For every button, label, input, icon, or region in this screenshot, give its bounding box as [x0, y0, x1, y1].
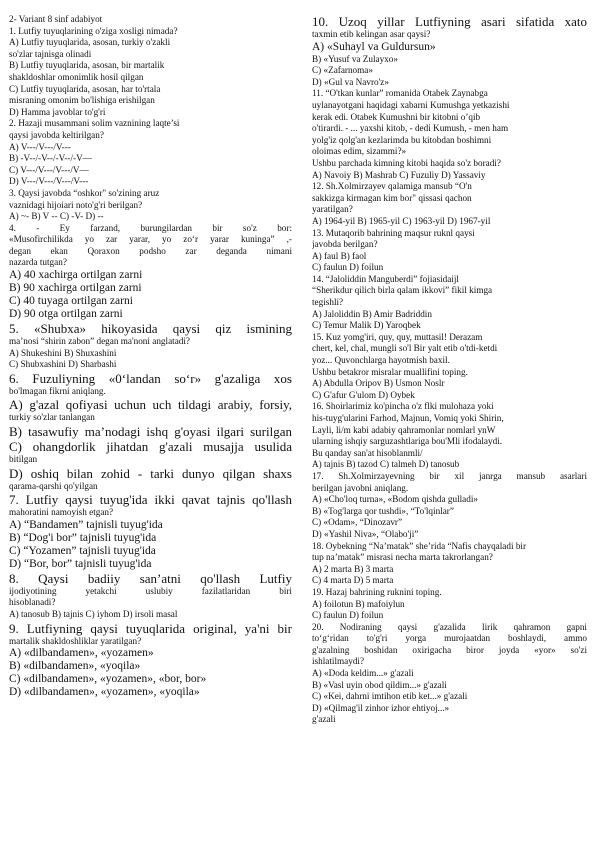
- text-line: B) -V--/-V--/-V--/-V—: [9, 153, 92, 164]
- text-line: A) «Doda keldim...» g'azali: [312, 668, 414, 679]
- text-line: Bu qanday san'at hisoblanmli/: [312, 447, 423, 458]
- text-line: C) 4 marta D) 5 marta: [312, 575, 394, 586]
- text-line: “Sherikdur qilich birla qalam ikkovi” fikil kimga: [312, 285, 493, 296]
- text-line: 10. Uzoq yillar Lutfiyning asari sifatida xato: [312, 14, 587, 29]
- text-line: D) «Gul va Navro'z»: [312, 76, 389, 87]
- text-line: qarama-qarshi qo'yilgan: [9, 480, 98, 491]
- text-line: 14. “Jaloliddin Manguberdi” fojiasidaijl: [312, 273, 459, 284]
- text-line: 8. Qaysi badiiy san’atni qo'llash Lutfiy: [9, 570, 292, 586]
- text-line: D) «dilbandamen», «yozamen», «yoqila»: [9, 686, 200, 699]
- text-line: mahoratini namoyish etgan?: [9, 507, 114, 518]
- text-line: A) 1964-yil B) 1965-yil C) 1963-yil D) 1967-yil: [312, 215, 491, 226]
- text-line: A) tanosub B) tajnis C) iyhom D) irsoli masal: [9, 609, 178, 619]
- text-line: D) “Bor, bor” tajnisli tuyug'ida: [9, 557, 152, 570]
- text-line: o'tirardi. - ... yaxshi kitob, - dedi Kumush, - men ham: [312, 123, 509, 134]
- text-line: ishlatilmaydi?: [312, 656, 365, 667]
- text-line: D) «Yashil Niva», “Olabo'ji”: [312, 528, 419, 539]
- text-line: shakldoshlar omonimlik hosil qilgan: [9, 71, 144, 82]
- text-line: D) 90 otga ortilgan zarni: [9, 308, 123, 321]
- text-line: A) ~- B) V -- C) -V- D) --: [9, 211, 104, 222]
- text-line: B) «Tog'larga qor tushdi», “To'lqinlar”: [312, 505, 454, 516]
- text-line: 18. Oybekning “Na’matak” she’rida “Nafis chayqaladi bir: [312, 540, 527, 551]
- text-line: C) «Odam», “Dinozavr”: [312, 517, 403, 528]
- text-line: javobda berilgan?: [312, 239, 378, 250]
- text-line: yaratilgan?: [312, 204, 353, 215]
- text-line: B) «dilbandamen», «yoqila»: [9, 660, 141, 673]
- text-line: berilgan javobni aniqlang.: [312, 482, 409, 493]
- text-line: D) «Qilmag'il zinhor izhor ehtiyoj...»: [312, 702, 450, 713]
- text-line: C) «dilbandamen», «yozamen», «bor, bor»: [9, 673, 207, 686]
- text-line: C) 40 tuyaga ortilgan zarni: [9, 295, 133, 308]
- text-line: 13. Mutaqorib bahrining maqsur ruknl qaysi: [312, 227, 475, 238]
- text-line: 1. Lutfiy tuyuqlarining o'ziga xosligi nimada?: [9, 25, 178, 36]
- text-line: B) tasawufiy ma’nodagi ishq g'oyasi ilgari surilgan: [9, 424, 292, 440]
- text-line: turkiy so'zlar tanlangan: [9, 412, 95, 423]
- text-line: D) Hamma javoblar to'g'ri: [9, 106, 106, 117]
- text-line: uylanayotgani haqidagi xabarni Kumushga yetkazishi: [312, 99, 510, 110]
- text-line: to‘g‘ridan to'g'ri yorga murojaatdan boshlaydi, ammo: [312, 633, 587, 644]
- right-column: [312, 14, 587, 726]
- text-line: 11. “O'tkan kunlar” romanida Otabek Zaynabga: [312, 88, 488, 99]
- text-line: A) faul B) faol: [312, 250, 367, 261]
- text-line: 5. «Shubxa» hikoyasida qaysi qiz ismining: [9, 321, 292, 337]
- text-line: 2. Hazaji musammani solim vaznining laqte’si: [9, 118, 180, 129]
- text-line: A) V---/V---/V---: [9, 141, 71, 152]
- text-line: B) Lutfiy tuyuqlarida, asosan, bir martalik: [9, 60, 165, 71]
- text-line: C) Shubxashini D) Sharbashi: [9, 359, 117, 370]
- text-line: qaysi javobda keltirilgan?: [9, 129, 104, 140]
- text-line: A) Shukeshini B) Shuxashini: [9, 347, 117, 358]
- text-line: A) 40 xachirga ortilgan zarni: [9, 269, 143, 282]
- text-line: ularning ishqiy sarguzashtlariga bou'Mli ifodalaydi.: [312, 436, 503, 447]
- text-line: A) Navoiy B) Mashrab C) Fuzuliy D) Yassaviy: [312, 169, 486, 180]
- text-line: C) Lutfiy tuyuqlarida, asosan, har to'rtala: [9, 83, 161, 94]
- text-line: A) «dilbandamen», «yozamen»: [9, 647, 154, 660]
- text-line: 3. Qaysi javobda “oshkor" so'zining aruz: [9, 187, 160, 198]
- text-line: C) “Yozamen” tajnisli tuyug'ida: [9, 544, 156, 557]
- text-line: C) faulun D) foilun: [312, 262, 384, 273]
- text-line: nazarda tutgan?: [9, 257, 67, 268]
- text-line: 9. Lutfiyning qaysi tuyuqlarida original, ya'ni bir: [9, 620, 292, 636]
- text-line: g'azalning boshidan oxirigacha biror joyda «yor» so'zi: [312, 644, 587, 655]
- text-line: C) G'afur G'ulom D) Oybek: [312, 389, 415, 400]
- text-line: 6. Fuzuliyning «0‘landan so‘r» g'azaliga xos: [9, 370, 292, 386]
- text-line: vaznidagi hijoiari noto'g'ri berilgan?: [9, 199, 143, 210]
- text-line: his-tuyg'ularini Farhod, Majnun, Vomiq yoki Shirin,: [312, 413, 504, 423]
- text-line: degan ekan Qoraxon podsho zar deganda nimani: [9, 245, 292, 256]
- text-line: A) “Bandamen” tajnisli tuyug'ida: [9, 518, 163, 531]
- text-line: A) Jaloliddin B) Amir Badriddin: [312, 308, 432, 319]
- text-line: tegishli?: [312, 297, 344, 308]
- text-line: tup na’matak” misrasi necha marta takrorlangan?: [312, 552, 493, 563]
- text-line: B) “Dog'i bor” tajnisli tuyug'ida: [9, 531, 157, 544]
- text-line: A) foilotun B) mafoiylun: [312, 598, 405, 609]
- text-line: 20. Nodiraning qaysi g'azalida lirik qahramon gapni: [312, 621, 587, 632]
- text-line: C) Temur Malik D) Yaroqbek: [312, 320, 421, 331]
- text-line: sakkizga kirmagan kim bor" qissasi qachon: [312, 192, 472, 203]
- text-line: «Musofirchilikda yo zar yarar, yo zo‘r yarar kuninga” ,-: [9, 234, 292, 245]
- text-line: 19. Hazaj bahrining ruknini toping.: [312, 586, 442, 597]
- text-line: B) «Yusuf va Zulayxo»: [312, 53, 398, 64]
- text-line: A) tajnis B) tazod C) talmeh D) tanosub: [312, 459, 460, 470]
- text-line: 17. Sh.Xolmirzayevning bir xil janrga mansub asarlari: [312, 470, 587, 481]
- text-line: C) V---/V---/V---/V—: [9, 164, 89, 175]
- text-line: B) «Vasl uyin obod qildim...» g'azali: [312, 679, 447, 690]
- text-line: bitilgan: [9, 454, 38, 465]
- text-line: 15. Kuz yomg'iri, quy, quy, muttasil! Derazam: [312, 331, 483, 342]
- text-line: A) Lutfiy tuyuqlarida, asosan, turkiy o'zakli: [9, 37, 171, 48]
- text-line: 2- Variant 8 sinf adabiyot: [9, 14, 103, 24]
- text-line: Layli, li/m kabi adabiy qahramonlar nomlarl ynW: [312, 424, 496, 435]
- text-line: yoz... Quvonchlarga hayotmish baxil.: [312, 355, 450, 366]
- text-line: A) 2 marta B) 3 marta: [312, 563, 394, 574]
- text-line: Ushbu betakror misralar muallifini toping.: [312, 366, 468, 377]
- text-line: chert, kel, chal, mungli so'l Bir yalt etib o'tdi-ketdi: [312, 343, 498, 354]
- left-column: [9, 14, 292, 699]
- text-line: oloimas edim, sizammi?»: [312, 146, 407, 157]
- text-line: B) 90 xachirga ortilgan zarni: [9, 282, 142, 295]
- text-line: A) «Cho'loq turna», «Bodom qishda gulladi»: [312, 494, 478, 505]
- text-line: 12. Sh.Xolmirzayev qalamiga mansub “O'n: [312, 181, 472, 192]
- text-line: 16. Shoirlarimiz ko'pincha o'z flki mulohaza yoki: [312, 401, 494, 412]
- text-line: 7. Lutfiy qaysi tuyug'ida ikki qavat tajnis qo'llash: [9, 492, 292, 508]
- text-line: 4. - Ey farzand, burungilardan bir so'z bor:: [9, 222, 292, 233]
- text-line: C) «Kei, dahrni imtihon etib ket...» g'azali: [312, 691, 468, 702]
- text-line: kerak edi. Otabek Kumushni bir kitobni o’qib: [312, 111, 481, 122]
- text-line: A) «Suhayl va Guldursun»: [312, 40, 436, 53]
- text-line: g'azali: [312, 714, 336, 725]
- text-line: C) «Zafarnoma»: [312, 65, 373, 76]
- text-line: so'zlar tajnisga olinadi: [9, 48, 92, 59]
- text-line: Ushbu parchada kimning kitobi haqida so'z boradi?: [312, 157, 501, 168]
- text-line: yolg'iz qolg'an kezlarimda bu kitobdan boshimni: [312, 134, 492, 145]
- text-line: A) Abdulla Oripov B) Usmon Noslr: [312, 378, 445, 389]
- text-line: bo'lmagan fikrni aniqlang.: [9, 385, 106, 396]
- text-line: C) faulun D) foilun: [312, 610, 384, 621]
- text-line: D) oshiq bilan zohid - tarki dunyo qilgan shaxs: [9, 465, 292, 481]
- text-line: martalik shakldoshliklar yaratilgan?: [9, 635, 142, 646]
- text-line: taxmin etib kelingan asar qaysi?: [312, 29, 431, 39]
- text-line: A) g'azal qofiyasi uchun uch tildagi arabiy, forsiy,: [9, 397, 292, 413]
- text-line: misraning omonim bo'lishiga erishilgan: [9, 95, 155, 106]
- text-line: D) V---/V---/V---/V---: [9, 176, 89, 187]
- text-line: ma’nosi “shirin zabon” degan ma'noni anglatadi?: [9, 336, 191, 347]
- text-line: ijodiyotining yetakchi uslubiy fazilatlaridan biri: [9, 585, 292, 596]
- text-line: C) ohangdorlik jihatdan g'azali musajja usulida: [9, 439, 292, 455]
- text-line: hisoblanadi?: [9, 597, 56, 608]
